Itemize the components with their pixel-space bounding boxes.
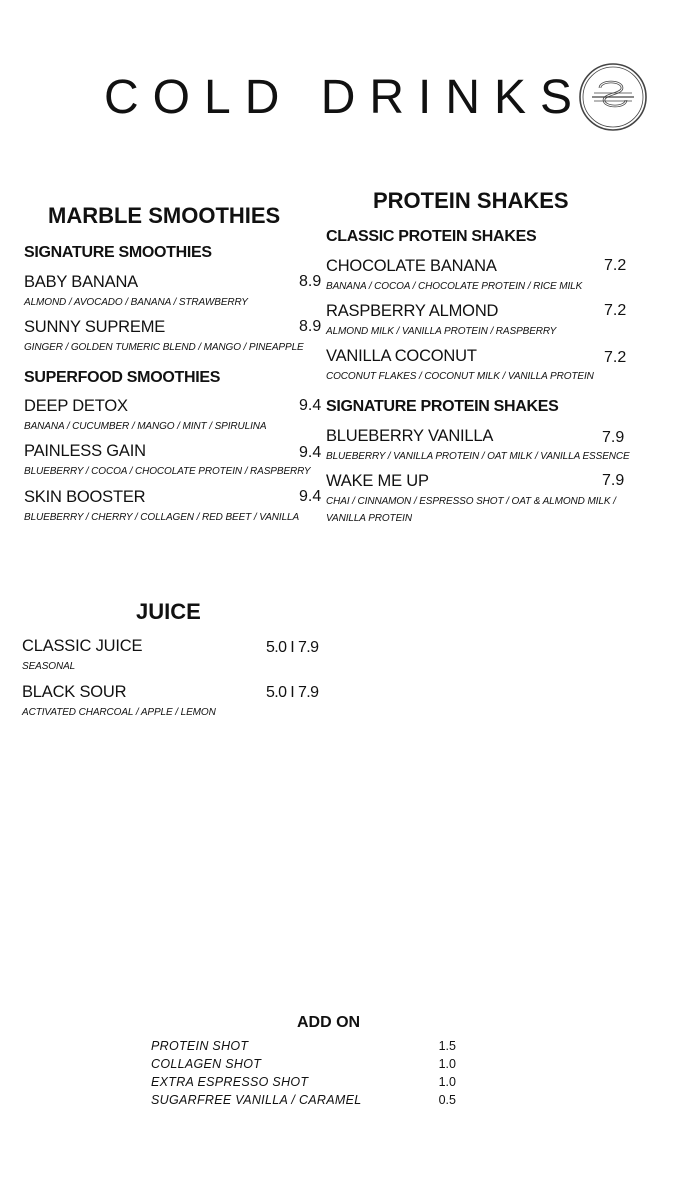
add-on-heading: ADD ON [297, 1014, 361, 1031]
item-description: COCONUT FLAKES / COCONUT MILK / VANILLA PROTEIN [326, 371, 594, 382]
item-description: BANANA / COCOA / CHOCOLATE PROTEIN / RICE MILK [326, 281, 583, 292]
addon-price: 1.5 [438, 1039, 456, 1053]
item-price: 7.9 [602, 429, 625, 446]
addon-name: EXTRA ESPRESSO SHOT [151, 1075, 309, 1089]
item-price: 8.9 [299, 318, 322, 335]
item-price: 5.0 I 7.9 [266, 684, 319, 701]
superfood-smoothies-heading: SUPERFOOD SMOOTHIES [24, 369, 221, 386]
item-name: SKIN BOOSTER [24, 488, 146, 506]
item-name: SUNNY SUPREME [24, 318, 166, 336]
item-description: ALMOND / AVOCADO / BANANA / STRAWBERRY [24, 297, 248, 308]
item-name: RASPBERRY ALMOND [326, 302, 499, 320]
item-description: BLUEBERRY / VANILLA PROTEIN / OAT MILK / VANILLA ESSENCE [326, 451, 630, 462]
addon-price: 1.0 [438, 1057, 456, 1071]
item-description: BANANA / CUCUMBER / MANGO / MINT / SPIRULINA [24, 421, 267, 432]
addon-name: SUGARFREE VANILLA / CARAMEL [151, 1093, 362, 1107]
item-name: BLUEBERRY VANILLA [326, 427, 494, 445]
list-item [151, 1039, 456, 1057]
signature-protein-shakes-heading: SIGNATURE PROTEIN SHAKES [326, 398, 559, 415]
addon-price: 0.5 [438, 1093, 456, 1107]
item-price: 9.4 [299, 444, 322, 461]
item-price: 8.9 [299, 273, 322, 290]
list-item [151, 1057, 456, 1075]
item-description: CHAI / CINNAMON / ESPRESSO SHOT / OAT & ALMOND MILK / VANILLA PROTEIN [326, 496, 616, 524]
item-description: SEASONAL [22, 661, 76, 672]
monogram-logo-icon [578, 62, 648, 132]
signature-smoothies-heading: SIGNATURE SMOOTHIES [24, 244, 212, 261]
addon-price: 1.0 [438, 1075, 456, 1089]
item-price: 5.0 I 7.9 [266, 639, 319, 656]
item-name: PAINLESS GAIN [24, 442, 146, 460]
item-price: 7.2 [604, 302, 627, 319]
classic-protein-shakes-heading: CLASSIC PROTEIN SHAKES [326, 228, 537, 245]
item-description: BLUEBERRY / CHERRY / COLLAGEN / RED BEET / VANILLA [24, 512, 300, 523]
item-name: DEEP DETOX [24, 397, 128, 415]
item-price: 7.9 [602, 472, 625, 489]
juice-heading: JUICE [136, 599, 201, 624]
item-name: WAKE ME UP [326, 472, 429, 490]
item-price: 7.2 [604, 257, 627, 274]
item-price: 7.2 [604, 349, 627, 366]
item-description: GINGER / GOLDEN TUMERIC BLEND / MANGO / PINEAPPLE [24, 342, 304, 353]
item-description: BLUEBERRY / COCOA / CHOCOLATE PROTEIN / RASPBERRY [24, 466, 311, 477]
addon-name: COLLAGEN SHOT [151, 1057, 262, 1071]
item-name: VANILLA COCONUT [326, 347, 477, 365]
item-name: BLACK SOUR [22, 683, 127, 701]
list-item [151, 1093, 456, 1111]
item-name: CHOCOLATE BANANA [326, 257, 497, 275]
item-price: 9.4 [299, 488, 322, 505]
item-name: CLASSIC JUICE [22, 637, 143, 655]
page-title: COLD DRINKS [104, 71, 587, 124]
protein-shakes-heading: PROTEIN SHAKES [373, 188, 569, 213]
item-name: BABY BANANA [24, 273, 138, 291]
item-description: ALMOND MILK / VANILLA PROTEIN / RASPBERRY [326, 326, 557, 337]
list-item [151, 1075, 456, 1093]
item-price: 9.4 [299, 397, 322, 414]
addon-name: PROTEIN SHOT [151, 1039, 249, 1053]
item-description: ACTIVATED CHARCOAL / APPLE / LEMON [22, 707, 216, 718]
marble-smoothies-heading: MARBLE SMOOTHIES [48, 203, 281, 228]
